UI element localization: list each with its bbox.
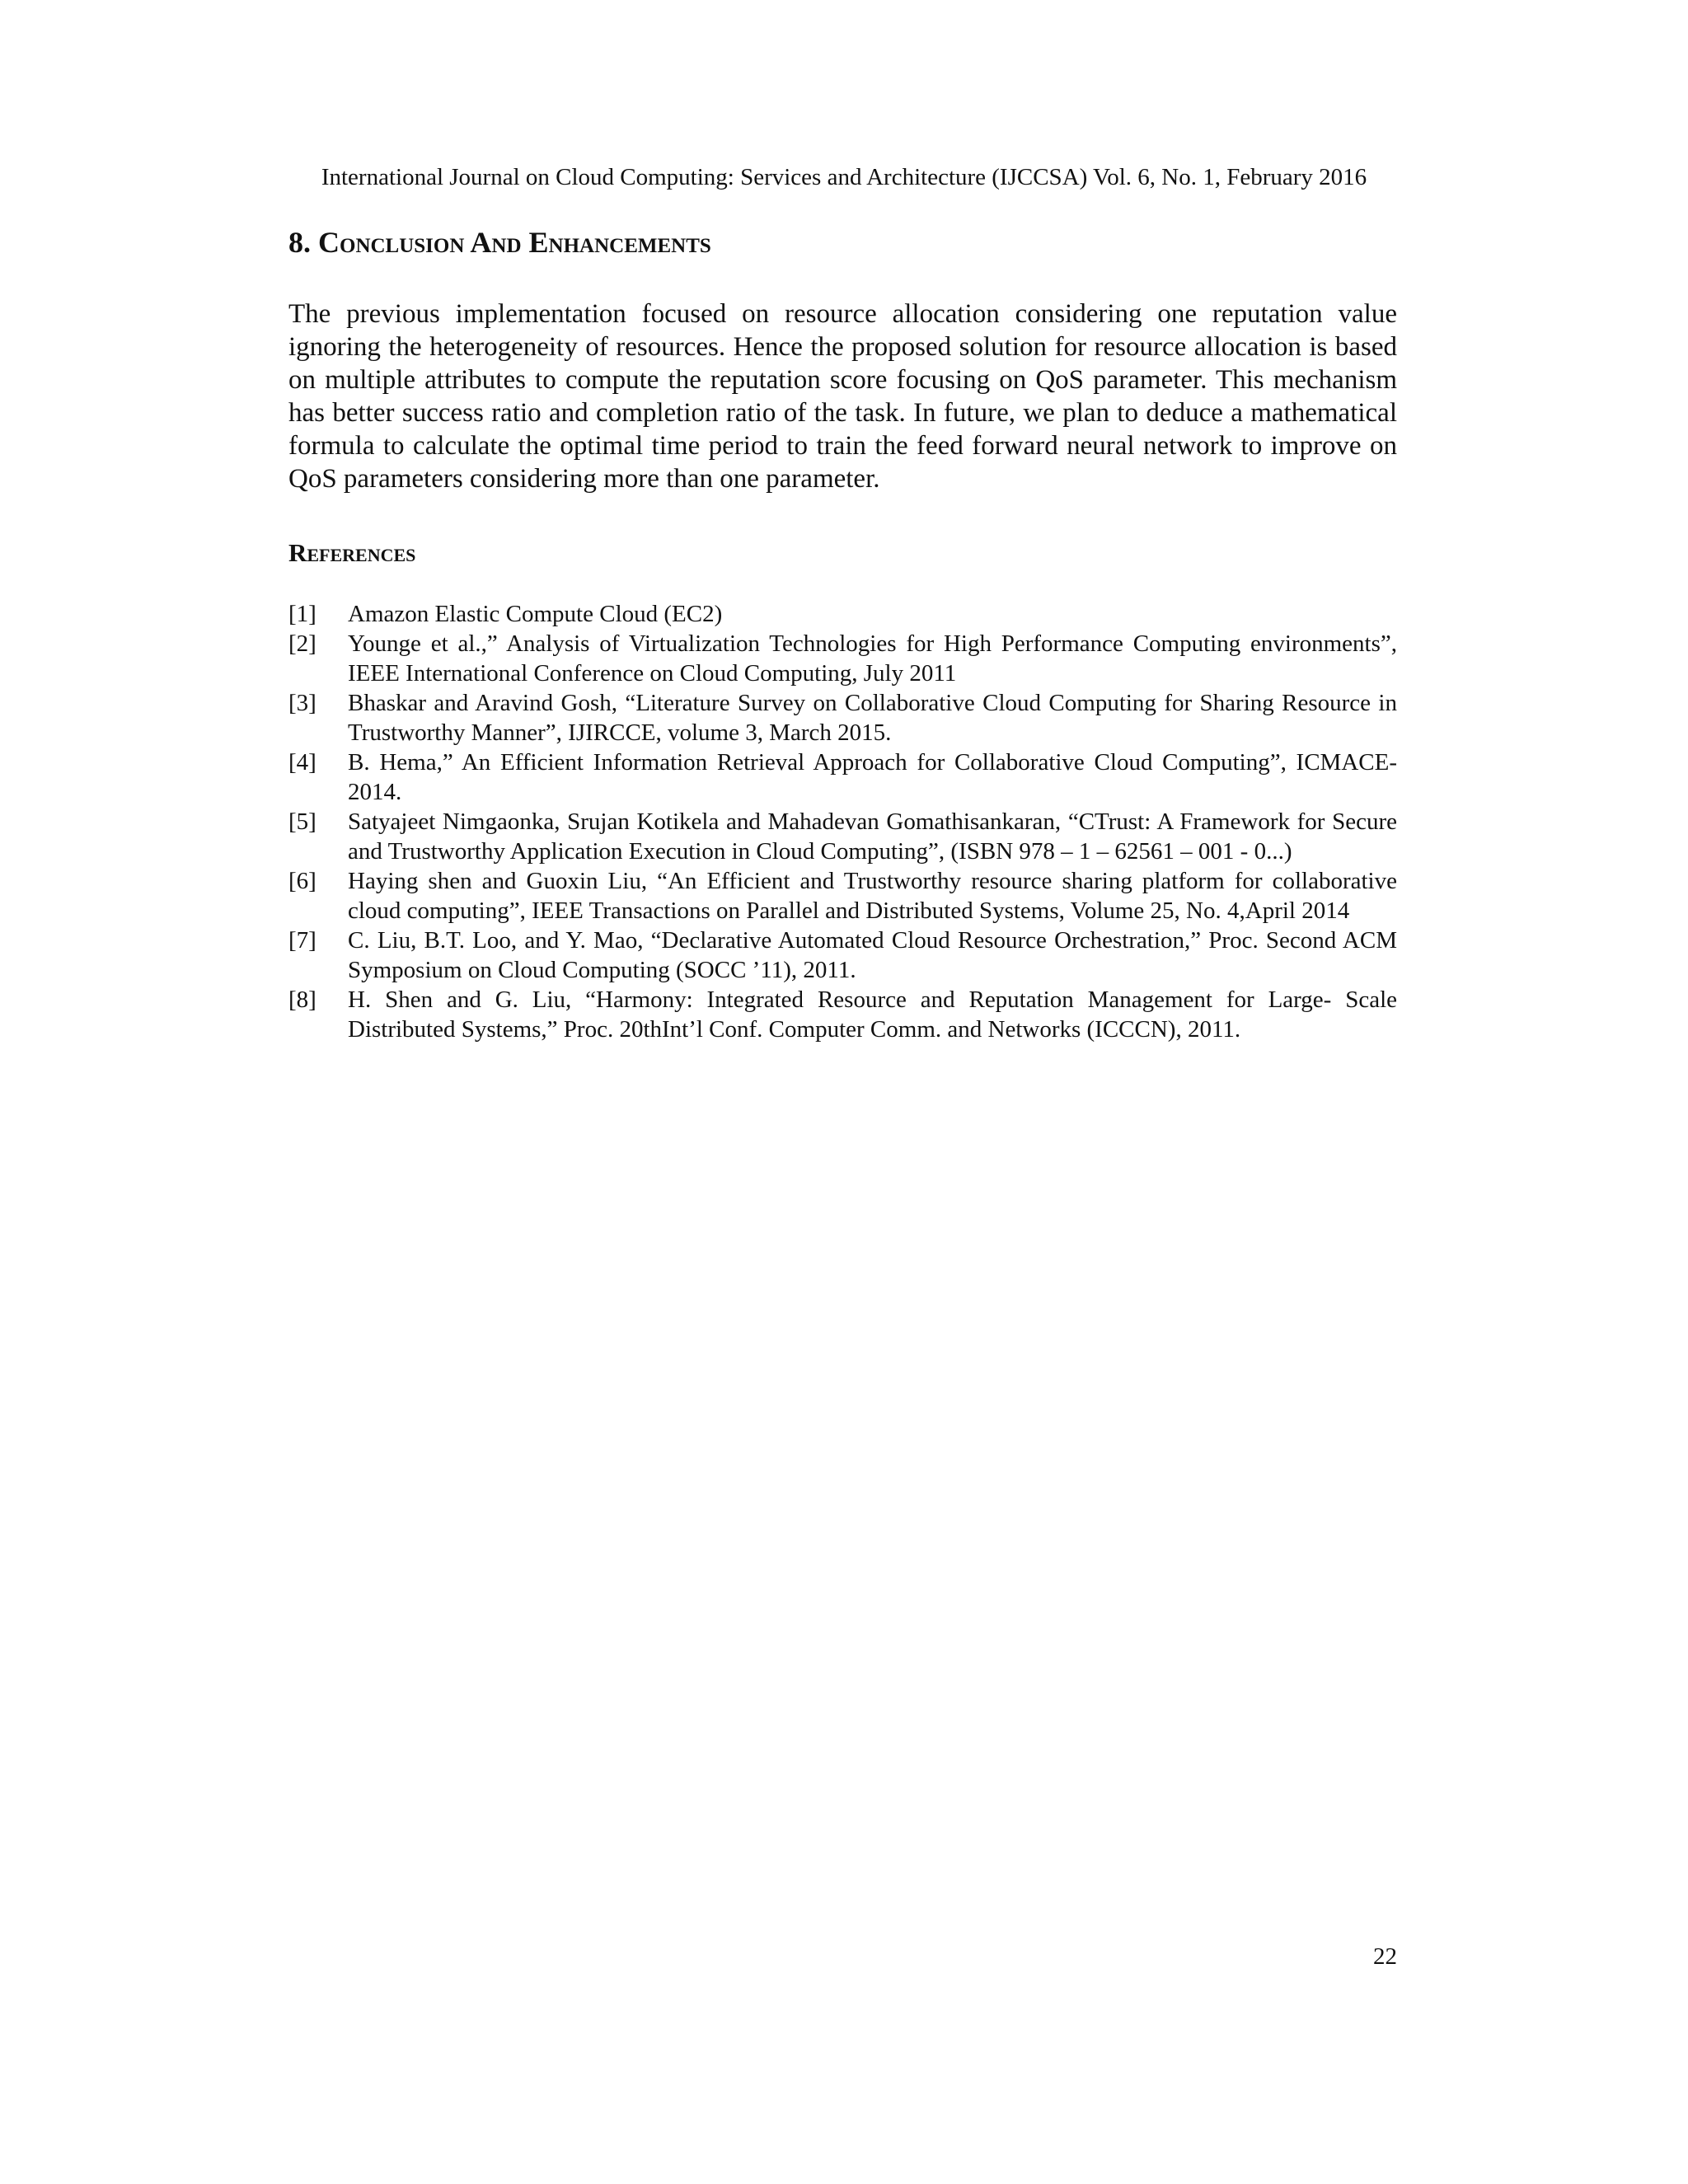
reference-text: Amazon Elastic Compute Cloud (EC2) [348, 601, 723, 627]
reference-text: C. Liu, B.T. Loo, and Y. Mao, “Declarative Automated Cloud Resource Orchestration,” Proc. Second ACM Symposium on Cloud Computing (SOCC ’11), 2011. [348, 927, 1397, 983]
reference-item-1 [288, 599, 1397, 629]
reference-item-3 [288, 688, 1397, 748]
reference-number: [6] [288, 868, 316, 894]
reference-number: [5] [288, 808, 316, 835]
reference-number: [4] [288, 749, 316, 776]
reference-item-4 [288, 748, 1397, 807]
references-heading: References [288, 538, 416, 567]
reference-text: Satyajeet Nimgaonka, Srujan Kotikela and Mahadevan Gomathisankaran, “CTrust: A Framework for Secure and Trustworthy Application Execution in Cloud Computing”, (ISBN 978 – 1 – 62561 – 001 - 0...) [348, 808, 1397, 865]
conclusion-paragraph: The previous implementation focused on resource allocation considering one reputation value ignoring the heterogeneity of resources. Hence the proposed solution for resource allocation is based on multiple attributes to compute the reputation score focusing on QoS parameter. This mechanism has better success ratio and completion ratio of the task. In future, we plan to deduce a mathematical formula to calculate the optimal time period to train the feed forward neural network to improve on QoS parameters considering more than one parameter. [288, 299, 1397, 494]
reference-item-8 [288, 985, 1397, 1044]
section-title: 8. Conclusion And Enhancements [288, 226, 711, 259]
reference-item-5 [288, 807, 1397, 866]
reference-text: Younge et al.,” Analysis of Virtualization Technologies for High Performance Computing environments”, IEEE International Conference on Cloud Computing, July 2011 [348, 630, 1397, 687]
reference-text: Bhaskar and Aravind Gosh, “Literature Survey on Collaborative Cloud Computing for Sharing Resource in Trustworthy Manner”, IJIRCCE, volume 3, March 2015. [348, 690, 1397, 746]
reference-item-7 [288, 926, 1397, 985]
reference-item-6 [288, 866, 1397, 926]
reference-number: [8] [288, 987, 316, 1013]
reference-text: Haying shen and Guoxin Liu, “An Efficient and Trustworthy resource sharing platform for collaborative cloud computing”, IEEE Transactions on Parallel and Distributed Systems, Volume 25, No. 4,April 2014 [348, 868, 1397, 924]
reference-number: [2] [288, 630, 316, 657]
reference-number: [3] [288, 690, 316, 716]
reference-item-2 [288, 629, 1397, 688]
reference-text: B. Hema,” An Efficient Information Retrieval Approach for Collaborative Cloud Computing”, ICMACE-2014. [348, 749, 1397, 805]
reference-number: [1] [288, 601, 316, 627]
running-header: International Journal on Cloud Computing: Services and Architecture (IJCCSA) Vol. 6, No. 1, February 2016 [321, 164, 1367, 190]
reference-number: [7] [288, 927, 316, 954]
page-content [288, 223, 1397, 1044]
page-number: 22 [1373, 1943, 1397, 1970]
reference-list [288, 599, 1397, 1044]
reference-text: H. Shen and G. Liu, “Harmony: Integrated Resource and Reputation Management for Large- Scale Distributed Systems,” Proc. 20thInt’l Conf. Computer Comm. and Networks (ICCCN), 2011. [348, 987, 1397, 1043]
